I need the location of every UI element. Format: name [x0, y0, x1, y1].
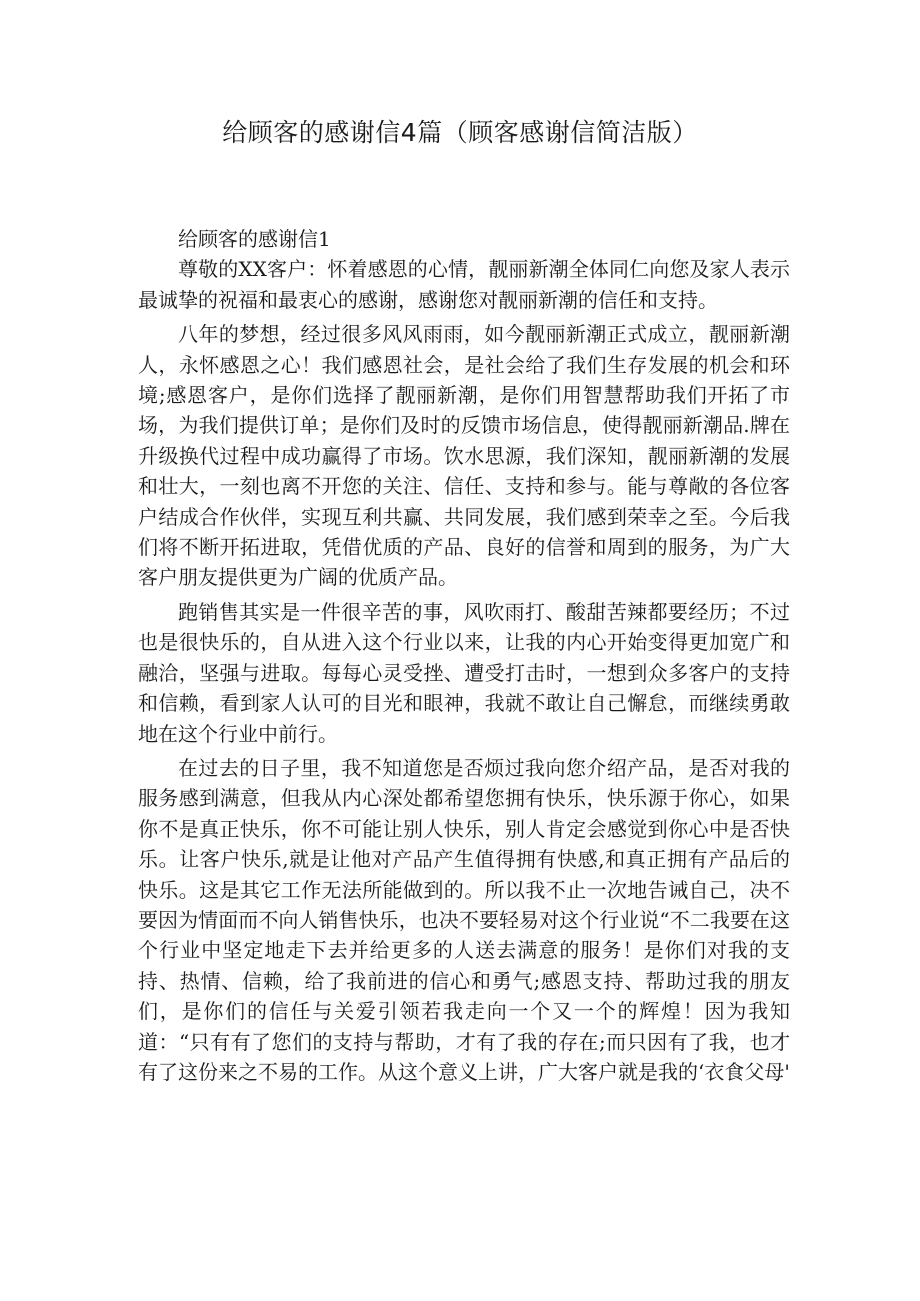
- document-body: [138, 224, 790, 1087]
- document-title: 给顾客的感谢信4篇（顾客感谢信简洁版）: [222, 118, 698, 147]
- paragraph-sales-experience: 跑销售其实是一件很辛苦的事，风吹雨打、酸甜苦辣都要经历；不过也是很快乐的，自从进入这个行业以来，让我的内心开始变得更加宽广和融洽，坚强与进取。每每心灵受挫、遭受打击时，一想到众多客户的支持和信赖，看到家人认可的目光和眼神，我就不敢让自己懈怠，而继续勇敢地在这个行业中前行。: [138, 599, 790, 746]
- paragraph-past-days: 在过去的日子里，我不知道您是否烦过我向您介绍产品，是否对我的服务感到满意，但我从内心深处都希望您拥有快乐，快乐源于你心，如果你不是真正快乐，你不可能让别人快乐，别人肯定会感觉到你心中是否快乐。让客户快乐,就是让他对产品产生值得拥有快感,和真正拥有产品后的快乐。这是其它工作无法所能做到的。所以我不止一次地告诫自己，决不要因为情面而不向人销售快乐，也决不要轻易对这个行业说“不二我要在这个行业中坚定地走下去并给更多的人送去满意的服务！是你们对我的支持、热情、信赖，给了我前进的信心和勇气;感恩支持、帮助过我的朋友们，是你们的信任与关爱引领若我走向一个又一个的辉煌！因为我知道：“只有有了您们的支持与帮助，才有了我的存在;而只因有了我，也才有了这份来之不易的工作。从这个意义上讲，广大客户就是我的‘衣食父母': [138, 755, 790, 1084]
- section-heading: 给顾客的感谢信1: [178, 227, 331, 251]
- paragraph-greeting: 尊敬的XX客户：怀着感恩的心情，靓丽新潮全体同仁向您及家人表示最诚挚的祝福和最衷心的感谢，感谢您对靓丽新潮的信任和支持。: [138, 257, 790, 312]
- paragraph-gratitude: 八年的梦想，经过很多风风雨雨，如今靓丽新潮正式成立，靓丽新潮人，永怀感恩之心！我们感恩社会，是社会给了我们生存发展的机会和环境;感恩客户，是你们选择了靓丽新潮，是你们用智慧帮助我们开拓了市场，为我们提供订单；是你们及时的反馈市场信息，使得靓丽新潮品.牌在升级换代过程中成功赢得了市场。饮水思源，我们深知，靓丽新潮的发展和壮大，一刻也离不开您的关注、信任、支持和参与。能与尊敞的各位客户结成合作伙伴，实现互利共赢、共同发展，我们感到荣幸之至。今后我们将不断开拓进取，凭借优质的产品、良好的信誉和周到的服务，为广大客户朋友提供更为广阔的优质产品。: [138, 322, 790, 590]
